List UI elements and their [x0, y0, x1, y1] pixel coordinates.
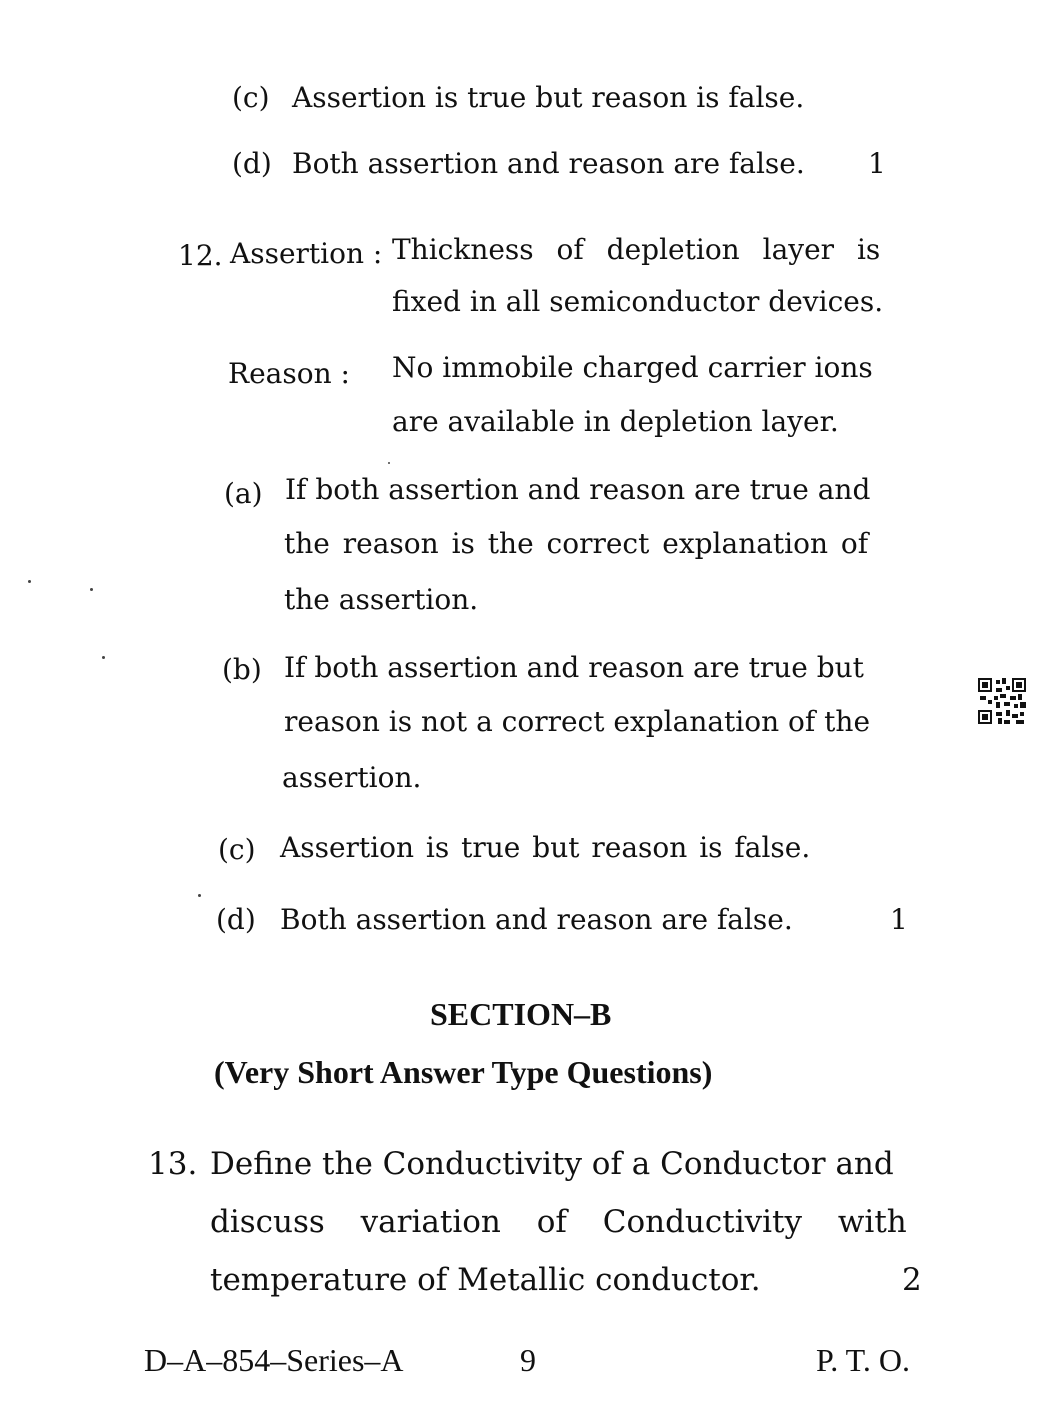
- q12-assertion-line1: Thickness of depletion layer is: [392, 233, 881, 266]
- q12-option-b-line2: reason is not a correct explanation of the: [284, 705, 871, 738]
- q12-marks: 1: [890, 903, 908, 936]
- q11-option-c-label: (c): [232, 81, 270, 114]
- q12-option-a-line2: the reason is the correct explanation of: [284, 527, 869, 560]
- qr-code-icon: [978, 678, 1026, 724]
- footer-paper-code: D–A–854–Series–A: [144, 1342, 404, 1378]
- q12-option-a-label: (a): [224, 477, 263, 510]
- q11-option-c-text: Assertion is true but reason is false.: [292, 81, 805, 114]
- q13-marks: 2: [902, 1262, 922, 1298]
- scan-speck: [198, 894, 201, 897]
- q12-reason-line1: No immobile charged carrier ions: [392, 351, 873, 384]
- q13-line1: Define the Conductivity of a Conductor and: [210, 1146, 894, 1182]
- q12-option-c-text: Assertion is true but reason is false.: [280, 831, 811, 864]
- q12-number: 12.: [178, 239, 223, 272]
- q12-option-b-line3: assertion.: [282, 761, 422, 794]
- q12-option-b-line1: If both assertion and reason are true but: [284, 651, 864, 684]
- q12-option-d-text: Both assertion and reason are false.: [280, 903, 793, 936]
- section-title: SECTION–B: [430, 996, 612, 1032]
- q12-option-a-line3: the assertion.: [284, 583, 479, 616]
- section-subtitle: (Very Short Answer Type Questions): [214, 1054, 713, 1090]
- scan-speck: [28, 580, 31, 583]
- footer-pto: P. T. O.: [816, 1342, 910, 1378]
- q12-option-a-line1: If both assertion and reason are true and: [285, 473, 871, 506]
- q12-reason-label: Reason :: [228, 357, 350, 390]
- scan-speck: [90, 588, 93, 591]
- q11-marks: 1: [868, 147, 886, 180]
- q11-option-d-text: Both assertion and reason are false.: [292, 147, 805, 180]
- q13-line3: temperature of Metallic conductor.: [210, 1262, 761, 1298]
- q12-option-b-label: (b): [222, 653, 262, 686]
- q12-assertion-label: Assertion :: [230, 237, 383, 270]
- q12-assertion-line2: fixed in all semiconductor devices.: [392, 285, 884, 318]
- q11-option-d-label: (d): [232, 147, 272, 180]
- q13-number: 13.: [148, 1146, 198, 1182]
- scan-speck: [388, 462, 390, 464]
- scan-speck: [102, 656, 105, 659]
- q12-option-d-label: (d): [216, 903, 256, 936]
- footer-page-number: 9: [520, 1342, 536, 1378]
- q12-reason-line2: are available in depletion layer.: [392, 405, 839, 438]
- q13-line2: discuss variation of Conductivity with: [210, 1204, 907, 1240]
- q12-option-c-label: (c): [218, 833, 256, 866]
